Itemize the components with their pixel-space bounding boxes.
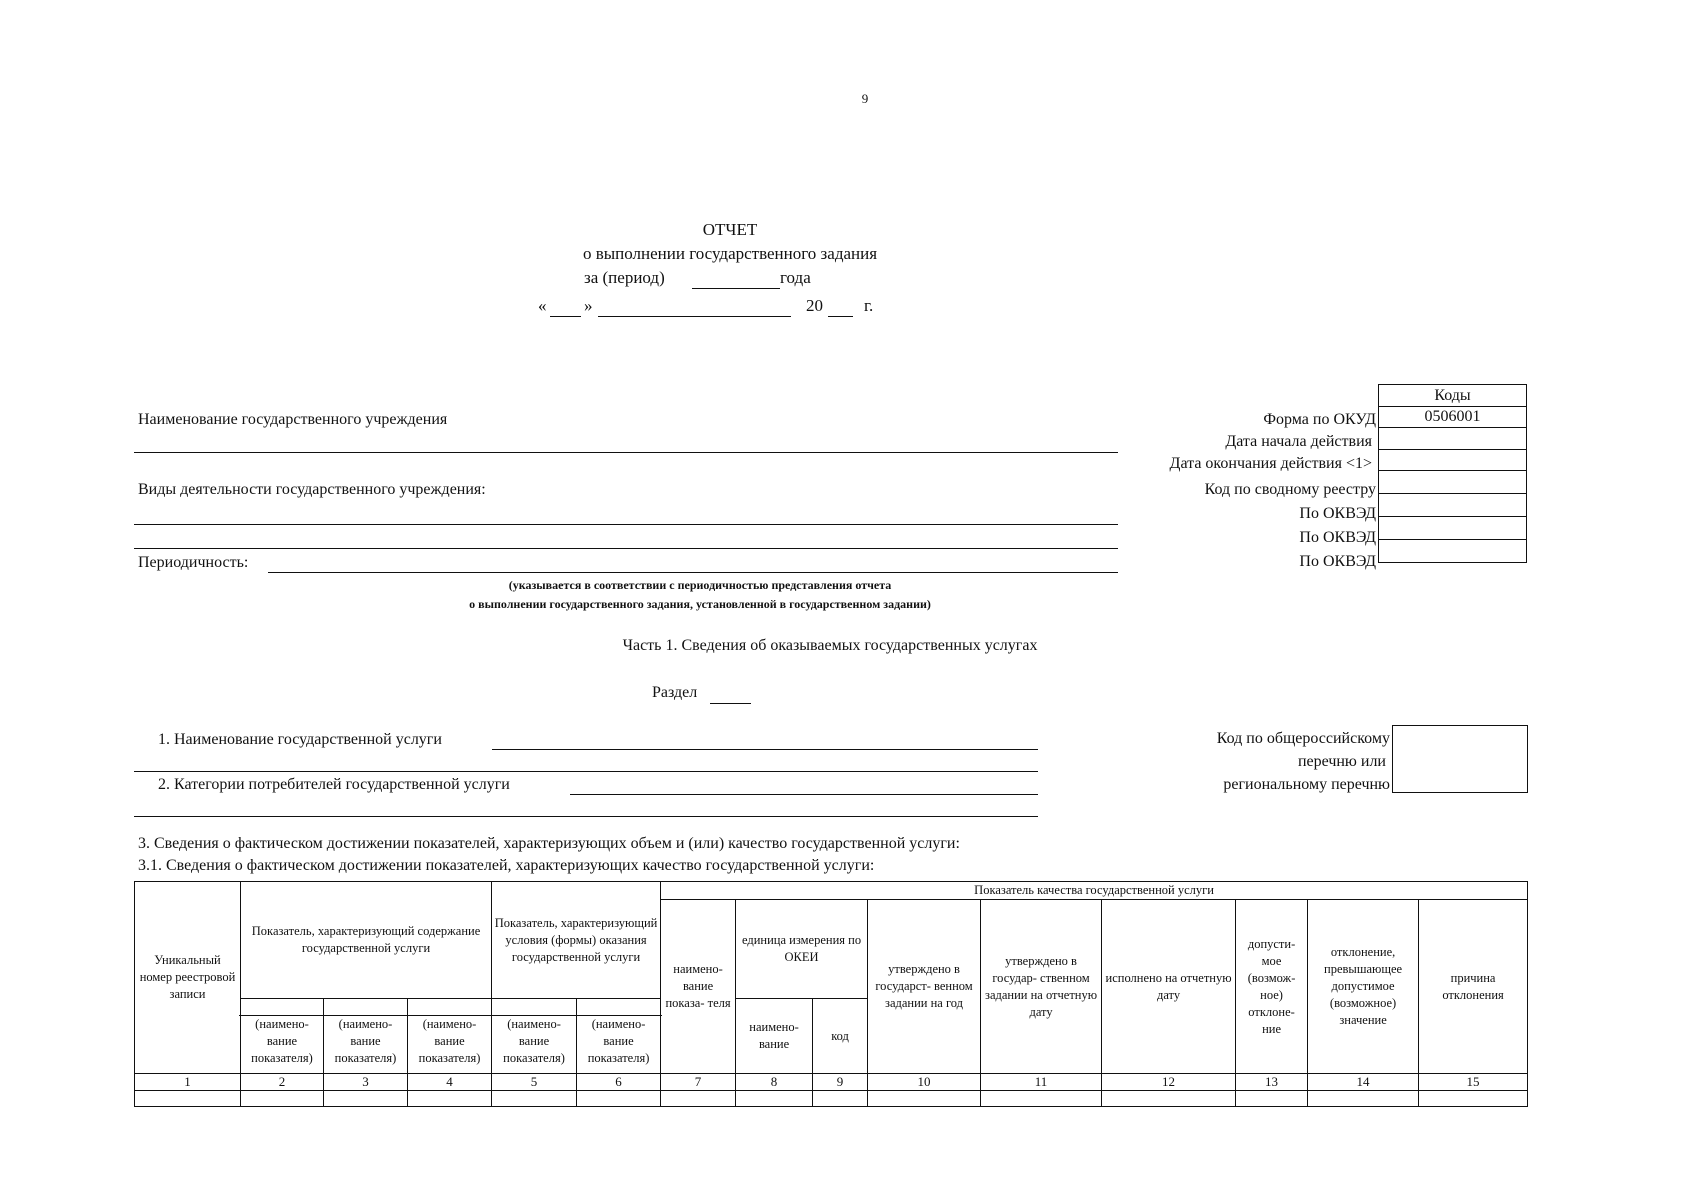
codes-table xyxy=(1378,384,1527,563)
start-date-cell[interactable] xyxy=(1379,428,1527,450)
end-date-cell[interactable] xyxy=(1379,449,1527,471)
activities-label: Виды деятельности государственного учреждения: xyxy=(138,481,486,498)
period-prefix: за (период) xyxy=(584,268,665,287)
report-title: ОТЧЕТ xyxy=(702,220,758,239)
year-field[interactable] xyxy=(828,316,853,317)
header-approved-date: утверждено в государ- ственном задании на отчетную дату xyxy=(981,900,1102,1074)
periodicity-note-2: о выполнении государственного задания, установленной в государственном задании) xyxy=(469,597,931,611)
periodicity-label: Периодичность: xyxy=(138,554,249,571)
year-suffix: г. xyxy=(864,296,874,315)
column-number: 6 xyxy=(577,1074,661,1091)
data-cell[interactable] xyxy=(813,1091,868,1107)
section-number-field[interactable] xyxy=(710,703,751,704)
header-approved-year: утверждено в государст- венном задании на год xyxy=(868,900,981,1074)
column-number: 10 xyxy=(868,1074,981,1091)
consumers-field-2[interactable] xyxy=(134,816,1038,817)
period-suffix: года xyxy=(780,268,811,287)
column-number: 11 xyxy=(981,1074,1102,1091)
sub-conditions-2 xyxy=(577,999,661,1074)
section-label: Раздел xyxy=(652,684,698,701)
data-cell[interactable] xyxy=(981,1091,1102,1107)
sub-conditions-1-label: (наимено- вание показателя) xyxy=(503,1017,565,1065)
consumers-label: 2. Категории потребителей государственной услуги xyxy=(158,776,510,793)
periodicity-note-1: (указывается в соответствии с периодичностью представления отчета xyxy=(508,578,892,592)
sub-content-2 xyxy=(324,999,408,1074)
service-name-label: 1. Наименование государственной услуги xyxy=(158,731,442,748)
data-cell[interactable] xyxy=(1102,1091,1236,1107)
okved-label-3: По ОКВЭД xyxy=(1299,553,1376,570)
start-date-label: Дата начала действия xyxy=(1225,433,1372,450)
data-cell[interactable] xyxy=(1308,1091,1419,1107)
data-cell[interactable] xyxy=(577,1091,661,1107)
quality-indicators-table xyxy=(134,881,1528,1107)
activities-field-2[interactable] xyxy=(134,548,1118,549)
period-field[interactable] xyxy=(692,288,780,289)
sub-content-3 xyxy=(408,999,492,1074)
data-cell[interactable] xyxy=(241,1091,324,1107)
column-number: 12 xyxy=(1102,1074,1236,1091)
okved-cell-1[interactable] xyxy=(1379,494,1527,517)
codes-header: Коды xyxy=(1379,385,1527,407)
column-number: 8 xyxy=(736,1074,813,1091)
column-number: 15 xyxy=(1419,1074,1528,1091)
end-date-label: Дата окончания действия <1> xyxy=(1169,455,1372,472)
item-3-heading: 3. Сведения о фактическом достижении показателей, характеризующих объем и (или) качество государственной услуги: xyxy=(138,835,960,852)
service-name-field-2[interactable] xyxy=(134,771,1038,772)
header-unique-number: Уникальный номер реестровой записи xyxy=(135,882,241,1074)
report-subtitle: о выполнении государственного задания xyxy=(582,244,878,263)
okved-label-1: По ОКВЭД xyxy=(1299,505,1376,522)
consolidated-registry-label: Код по сводному реестру xyxy=(1204,481,1376,498)
column-number: 5 xyxy=(492,1074,577,1091)
column-number: 2 xyxy=(241,1074,324,1091)
header-excess-deviation: отклонение, превышающее допустимое (возможное) значение xyxy=(1308,900,1419,1074)
code-list-box[interactable] xyxy=(1392,725,1528,793)
okved-cell-2[interactable] xyxy=(1379,517,1527,540)
header-quality-indicator: Показатель качества государственной услуги xyxy=(661,882,1528,900)
header-deviation-reason: причина отклонения xyxy=(1419,900,1528,1074)
column-number: 7 xyxy=(661,1074,736,1091)
column-number: 13 xyxy=(1236,1074,1308,1091)
header-indicator-name: наимено- вание показа- теля xyxy=(661,900,736,1074)
sub-conditions-2-label: (наимено- вание показателя) xyxy=(587,1017,650,1065)
month-field[interactable] xyxy=(598,316,791,317)
column-number: 9 xyxy=(813,1074,868,1091)
data-cell[interactable] xyxy=(1236,1091,1308,1107)
sub-content-3-label: (наимено- вание показателя) xyxy=(418,1017,481,1065)
data-cell[interactable] xyxy=(661,1091,736,1107)
consumers-field[interactable] xyxy=(570,794,1038,795)
page-number: 9 xyxy=(861,91,869,106)
data-cell[interactable] xyxy=(408,1091,492,1107)
data-cell[interactable] xyxy=(135,1091,241,1107)
code-list-label-3: региональному перечню xyxy=(1223,776,1390,793)
sub-content-1 xyxy=(241,999,324,1074)
sub-unit-code: код xyxy=(813,999,868,1074)
data-cell[interactable] xyxy=(1419,1091,1528,1107)
okud-code-cell[interactable]: 0506001 xyxy=(1379,406,1527,428)
okved-cell-3[interactable] xyxy=(1379,540,1527,563)
sub-content-1-label: (наимено- вание показателя) xyxy=(251,1017,313,1065)
item-3-1-heading: 3.1. Сведения о фактическом достижении показателей, характеризующих качество государственной услуги: xyxy=(138,857,875,874)
header-unit-okei: единица измерения по ОКЕИ xyxy=(736,900,868,999)
sub-unit-name: наимено- вание xyxy=(736,999,813,1074)
date-open-quote: « xyxy=(538,296,547,315)
code-list-label-1: Код по общероссийскому xyxy=(1216,730,1390,747)
column-number: 14 xyxy=(1308,1074,1419,1091)
institution-name-field[interactable] xyxy=(134,452,1118,453)
consolidated-registry-cell[interactable] xyxy=(1379,471,1527,494)
part-title: Часть 1. Сведения об оказываемых государственных услугах xyxy=(622,637,1038,654)
data-cell[interactable] xyxy=(868,1091,981,1107)
institution-name-label: Наименование государственного учреждения xyxy=(138,411,448,428)
service-name-field[interactable] xyxy=(492,749,1038,750)
header-content-indicator: Показатель, характеризующий содержание государственной услуги xyxy=(241,882,492,999)
header-conditions-indicator: Показатель, характеризующий условия (формы) оказания государственной услуги xyxy=(492,882,661,999)
activities-field-1[interactable] xyxy=(134,524,1118,525)
sub-conditions-1 xyxy=(492,999,577,1074)
okved-label-2: По ОКВЭД xyxy=(1299,529,1376,546)
code-list-label-2: перечню или xyxy=(1297,753,1386,770)
data-cell[interactable] xyxy=(324,1091,408,1107)
periodicity-field[interactable] xyxy=(268,572,1118,573)
header-executed: исполнено на отчетную дату xyxy=(1102,900,1236,1074)
column-number: 1 xyxy=(135,1074,241,1091)
column-number: 4 xyxy=(408,1074,492,1091)
year-prefix: 20 xyxy=(806,296,823,315)
data-cell[interactable] xyxy=(492,1091,577,1107)
header-allowable-deviation: допусти- мое (возмож- ное) отклоне- ние xyxy=(1236,900,1308,1074)
okud-label: Форма по ОКУД xyxy=(1263,411,1376,428)
date-close-quote: » xyxy=(584,296,593,315)
sub-content-2-label: (наимено- вание показателя) xyxy=(334,1017,397,1065)
day-field[interactable] xyxy=(550,316,581,317)
column-number: 3 xyxy=(324,1074,408,1091)
data-cell[interactable] xyxy=(736,1091,813,1107)
